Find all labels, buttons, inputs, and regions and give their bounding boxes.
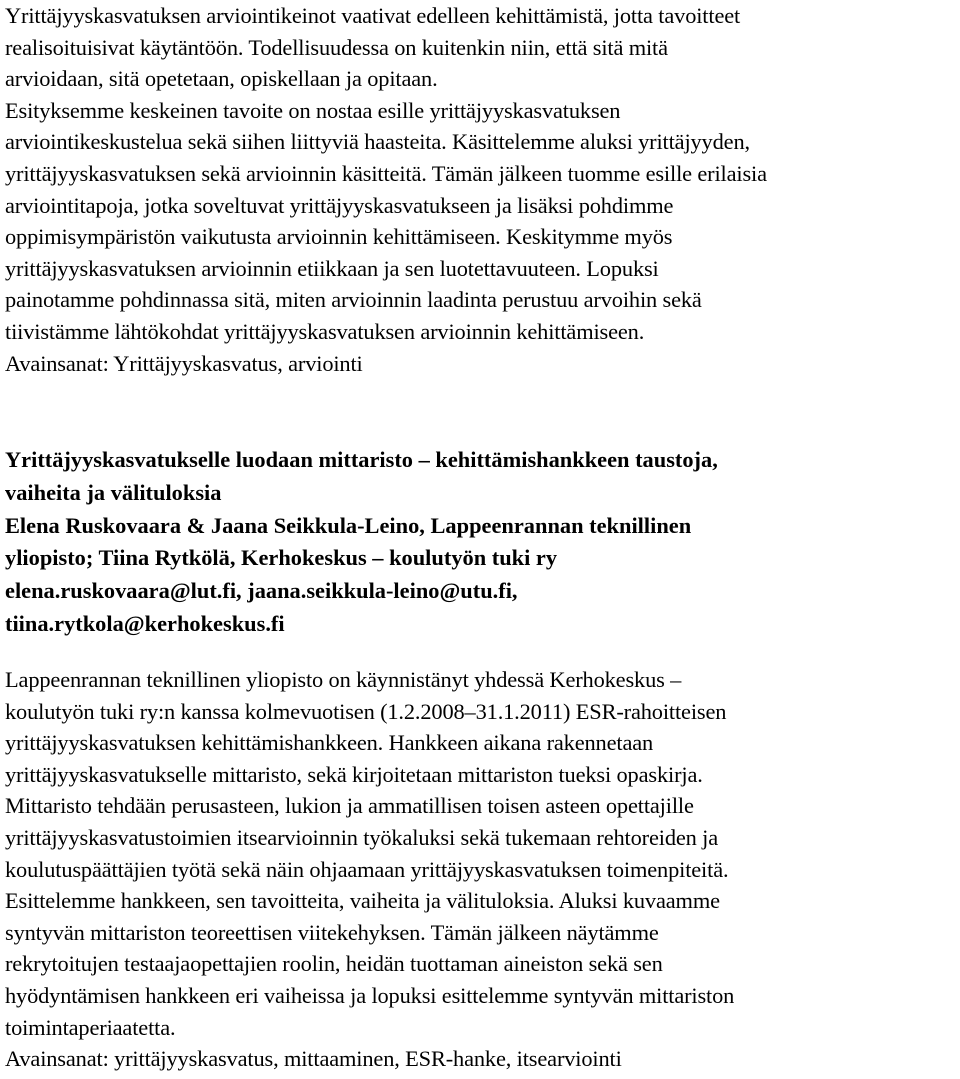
abstract-1-keywords: Avainsanat: Yrittäjyyskasvatus, arviointi <box>5 350 363 376</box>
abstract-2-line: yrittäjyyskasvatuksen kehittämishankkeen. Hankkeen aikana rakennetaan <box>5 730 654 756</box>
abstract-2-line: hyödyntämisen hankkeen eri vaiheissa ja lopuksi esittelemme syntyvän mittariston <box>5 982 735 1008</box>
abstract-2-line: koulutyön tuki ry:n kanssa kolmevuotisen (1.2.2008–31.1.2011) ESR-rahoitteisen <box>5 698 727 724</box>
abstract-2-keywords: Avainsanat: yrittäjyyskasvatus, mittaaminen, ESR-hanke, itsearviointi <box>5 1046 622 1072</box>
emails-line: elena.ruskovaara@lut.fi, jaana.seikkula-leino@utu.fi, <box>5 578 518 604</box>
abstract-2-line: toimintaperiaatetta. <box>5 1014 176 1040</box>
abstract-1-line: arviointitapoja, jotka soveltuvat yrittäjyyskasvatukseen ja lisäksi pohdimme <box>5 192 674 218</box>
abstract-1-line: yrittäjyyskasvatuksen arvioinnin etiikkaan ja sen luotettavuuteen. Lopuksi <box>5 255 659 281</box>
abstract-1-line: oppimisympäristön vaikutusta arvioinnin kehittämiseen. Keskitymme myös <box>5 224 673 250</box>
abstract-2-line: rekrytoitujen testaajaopettajien roolin, heidän tuottaman aineiston sekä sen <box>5 951 663 977</box>
abstract-1-line: yrittäjyyskasvatuksen sekä arvioinnin käsitteitä. Tämän jälkeen tuomme esille erilaisia <box>5 160 767 186</box>
abstract-2-line: syntyvän mittariston teoreettisen viitekehyksen. Tämän jälkeen näytämme <box>5 919 659 945</box>
emails-line: tiina.rytkola@kerhokeskus.fi <box>5 610 285 636</box>
abstract-2-line: Mittaristo tehdään perusasteen, lukion ja ammatillisen toisen asteen opettajille <box>5 793 694 819</box>
abstract-2-line: yrittäjyyskasvatukselle mittaristo, sekä kirjoitetaan mittariston tueksi opaskirja. <box>5 761 703 787</box>
abstract-1-line: arvioidaan, sitä opetetaan, opiskellaan ja opitaan. <box>5 66 438 92</box>
article-title-line: Yrittäjyyskasvatukselle luodaan mittaristo – kehittämishankkeen taustoja, <box>5 447 718 472</box>
abstract-2-line: Esittelemme hankkeen, sen tavoitteita, vaiheita ja välituloksia. Aluksi kuvaamme <box>5 888 720 914</box>
abstract-1-line: realisoituisivat käytäntöön. Todellisuudessa on kuitenkin niin, että sitä mitä <box>5 34 668 60</box>
authors-line: yliopisto; Tiina Rytkölä, Kerhokeskus – koulutyön tuki ry <box>5 545 558 571</box>
abstract-1-line: painotamme pohdinnassa sitä, miten arvioinnin laadinta perustuu arvoihin sekä <box>5 287 702 313</box>
abstract-2 <box>5 664 734 1075</box>
abstract-1-line: Yrittäjyyskasvatuksen arviointikeinot vaativat edelleen kehittämistä, jotta tavoitteet <box>5 3 741 28</box>
article-2-heading <box>5 444 718 641</box>
authors-line: Elena Ruskovaara & Jaana Seikkula-Leino, Lappeenrannan teknillinen <box>5 512 692 538</box>
abstract-1-line: Esityksemme keskeinen tavoite on nostaa esille yrittäjyyskasvatuksen <box>5 97 621 123</box>
article-title-line: vaiheita ja välituloksia <box>5 479 222 505</box>
abstract-1-line: arviointikeskustelua sekä siihen liittyviä haasteita. Käsittelemme aluksi yrittäjyyden, <box>5 129 750 155</box>
abstract-1 <box>5 0 767 379</box>
abstract-2-line: yrittäjyyskasvatustoimien itsearvioinnin työkaluksi sekä tukemaan rehtoreiden ja <box>5 824 719 850</box>
abstract-2-line: koulutuspäättäjien työtä sekä näin ohjaamaan yrittäjyyskasvatuksen toimenpiteitä. <box>5 856 729 882</box>
abstract-2-line: Lappeenrannan teknillinen yliopisto on käynnistänyt yhdessä Kerhokeskus – <box>5 667 682 692</box>
abstract-1-line: tiivistämme lähtökohdat yrittäjyyskasvatuksen arvioinnin kehittämiseen. <box>5 318 645 344</box>
